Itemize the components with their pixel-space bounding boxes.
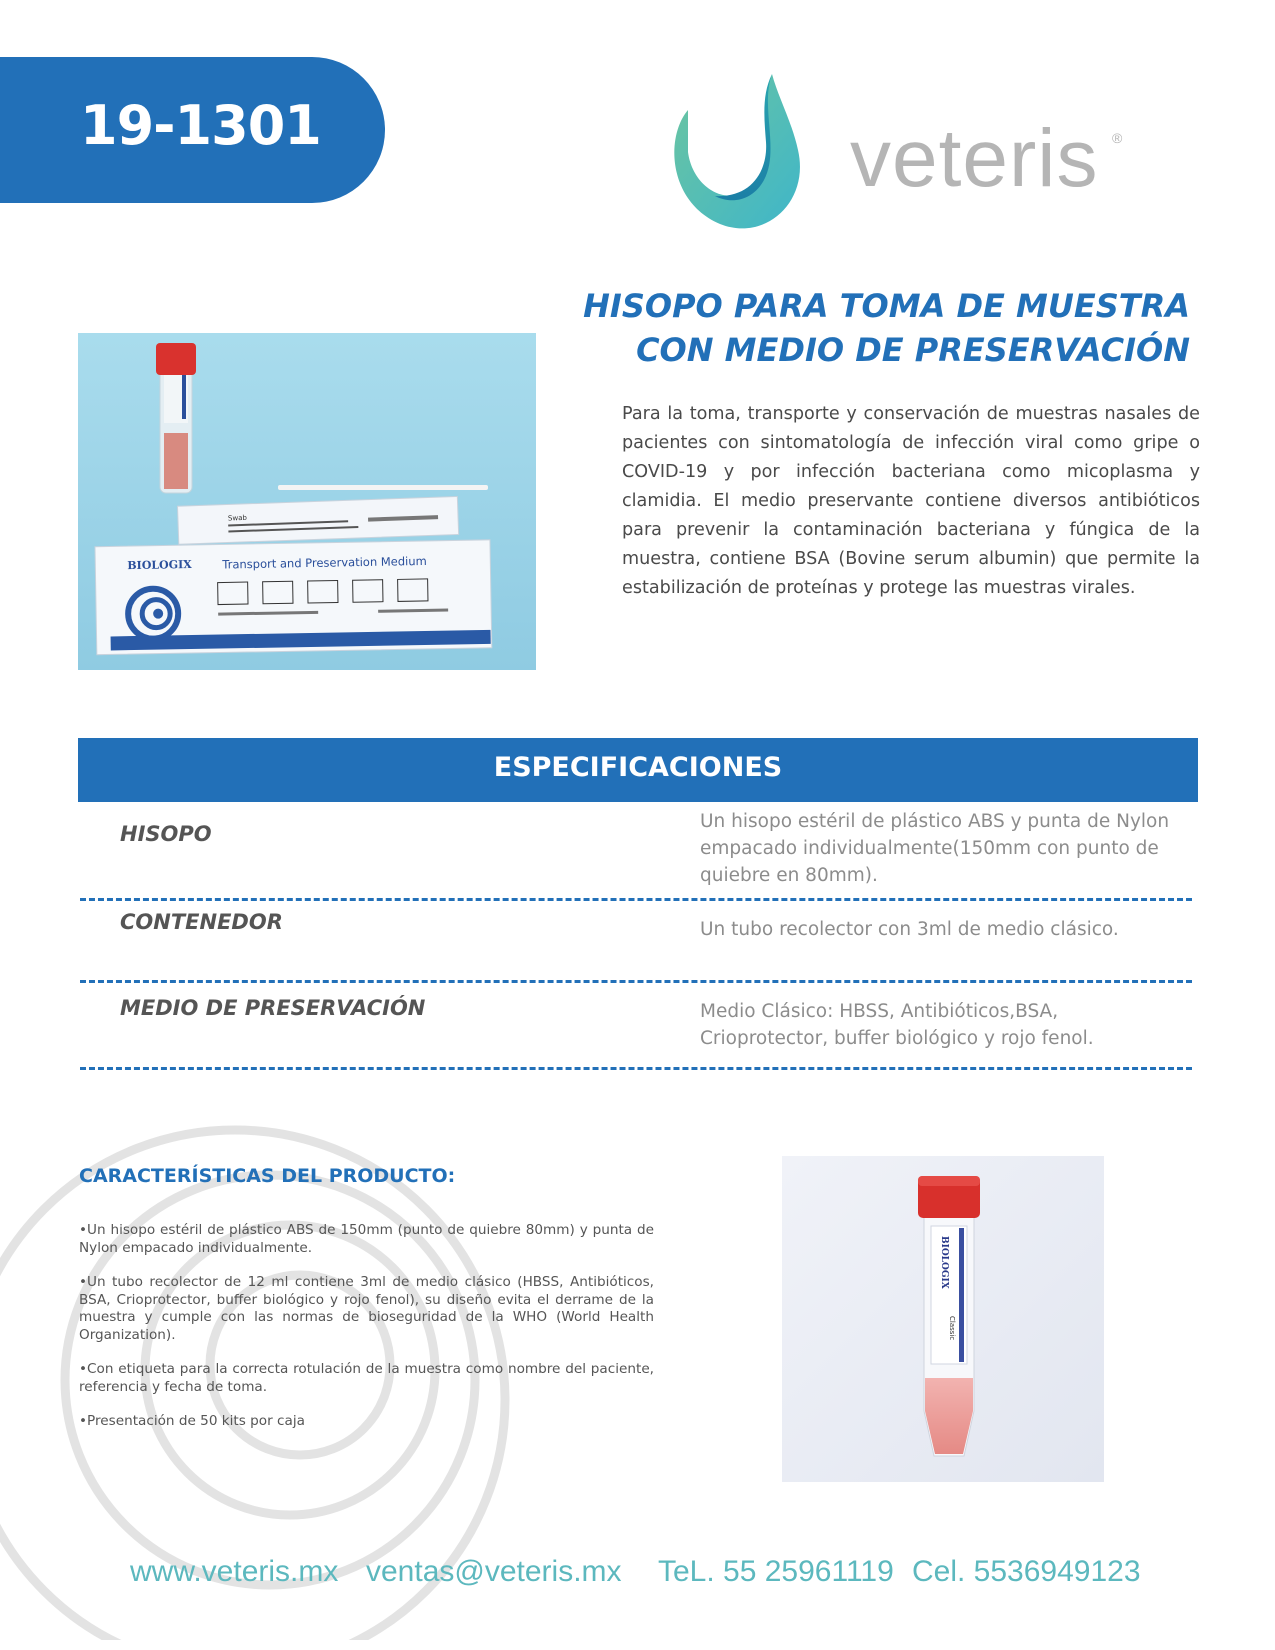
features-title: CARACTERÍSTICAS DEL PRODUCTO: [79,1165,456,1187]
tube-sublabel: Classic [948,1316,956,1341]
spec-label-contenedor: CONTENEDOR [120,910,283,934]
kit-product-photo [78,333,536,670]
swab-package-label: Swab [227,513,247,523]
brand-name: veteris [850,113,1099,204]
registered-mark: ® [1112,130,1123,146]
product-title [580,284,1190,372]
spec-value-contenedor: Un tubo recolector con 3ml de medio clásico. [700,919,1119,940]
spec-divider [80,980,1192,983]
footer-contact [0,1555,1275,1595]
spec-divider [80,1067,1192,1070]
package-title: Transport and Preservation Medium [222,553,427,572]
footer-phone: TeL. 55 25961119 [658,1555,894,1588]
spec-value-medio: Medio Clásico: HBSS, Antibióticos,BSA, Crioprotector, buffer biológico y rojo fenol. [700,1001,1094,1049]
product-title-line-1: HISOPO PARA TOMA DE MUESTRA [583,287,1190,325]
feature-item: •Un tubo recolector de 12 ml contiene 3ml de medio clásico (HBSS, Antibióticos, BSA, Crioprotector, buffer biológico y rojo fenol), su diseño evita el derrame de la muestra y cumple con las normas de bioseguridad de la WHO (World Health Organization). [79,1274,654,1343]
footer-website-link[interactable]: www.veteris.mx [130,1555,339,1588]
veteris-logo-icon [660,72,810,234]
spec-label-hisopo: HISOPO [120,822,212,846]
footer-cell: Cel. 5536949123 [912,1555,1141,1588]
tube-product-photo [782,1156,1104,1482]
product-description: Para la toma, transporte y conservación de muestras nasales de pacientes con sintomatología de infección viral como gripe o COVID-19 y por infección bacteriana como micoplasma y clamidia. El medio preservante contiene diversos antibióticos para prevenir la contaminación bacteriana y fúngica de la muestra, contiene BSA (Bovine serum albumin) que permite la estabilización de proteínas y protege las muestras virales. [622,404,1200,598]
feature-item: •Con etiqueta para la correcta rotulación de la muestra como nombre del paciente, referencia y fecha de toma. [79,1361,654,1395]
specifications-title: ESPECIFICACIONES [493,752,783,783]
feature-item: •Presentación de 50 kits por caja [79,1413,305,1429]
product-title-line-2: CON MEDIO DE PRESERVACIÓN [636,331,1190,369]
spec-label-medio: MEDIO DE PRESERVACIÓN [120,996,426,1020]
footer-email-link[interactable]: ventas@veteris.mx [366,1555,622,1588]
feature-item: •Un hisopo estéril de plástico ABS de 150mm (punto de quiebre 80mm) y punta de Nylon empacado individualmente. [79,1222,654,1256]
tube-brand-label: BIOLOGIX [939,1236,949,1289]
spec-value-hisopo: Un hisopo estéril de plástico ABS y punta de Nylon empacado individualmente(150mm con punto de quiebre en 80mm). [700,811,1170,886]
biologix-package-brand: BIOLOGIX [127,558,192,573]
product-code: 19-1301 [80,94,321,157]
features-list [79,1222,654,1448]
spec-divider [80,898,1192,901]
